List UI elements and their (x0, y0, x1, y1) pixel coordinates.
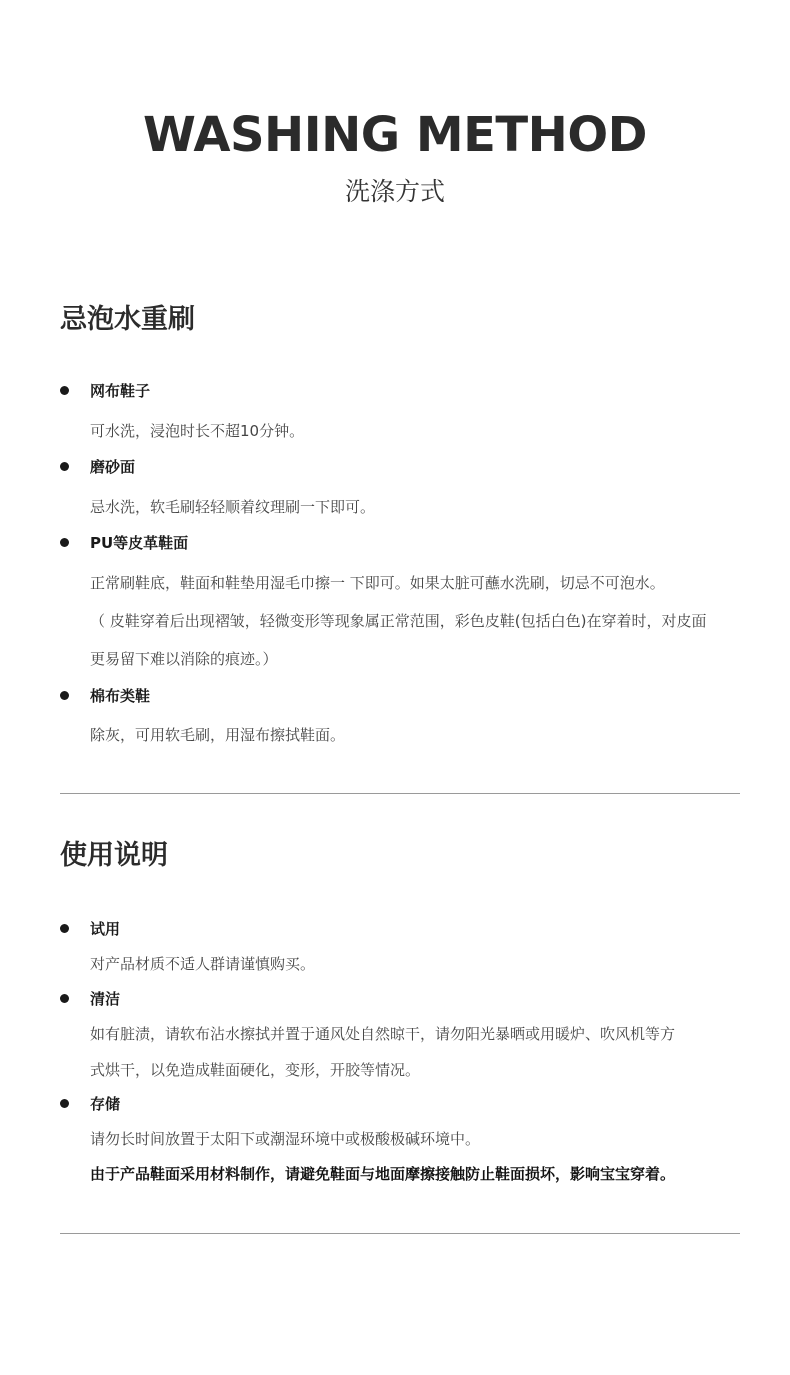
item-title: 磨砂面 (90, 458, 136, 476)
page-title: WASHING METHOD (143, 107, 647, 163)
bullet-icon (60, 538, 69, 547)
divider (60, 793, 740, 794)
item-title: 网布鞋子 (90, 382, 151, 400)
item-title: 存储 (90, 1095, 121, 1113)
item-text: 式烘干，以免造成鞋面硬化，变形，开胶等情况。 (90, 1061, 421, 1079)
item-text: 请勿长时间放置于太阳下或潮湿环境中或极酸极碱环境中。 (90, 1130, 481, 1148)
section-no-soak (60, 300, 760, 340)
item-text: 正常刷鞋底，鞋面和鞋垫用湿毛巾擦一 下即可。如果太脏可蘸水洗刷，切忌不可泡水。 (90, 574, 665, 592)
item-text: 忌水洗，软毛刷轻轻顺着纹理刷一下即可。 (90, 498, 376, 516)
item-title: PU等皮革鞋面 (90, 534, 189, 552)
item-text-emphasis: 由于产品鞋面采用材料制作，请避免鞋面与地面摩擦接触防止鞋面损坏，影响宝宝穿着。 (90, 1165, 676, 1183)
item-title: 试用 (90, 920, 121, 938)
item-title: 棉布类鞋 (90, 687, 151, 705)
page-subtitle: 洗涤方式 (344, 177, 445, 206)
item-title: 清洁 (90, 990, 121, 1008)
item-text: 对产品材质不适人群请谨慎购买。 (90, 955, 316, 973)
bullet-icon (60, 994, 69, 1003)
section-instructions (60, 836, 760, 876)
divider (60, 1233, 740, 1234)
item-text: （ 皮鞋穿着后出现褶皱，轻微变形等现象属正常范围，彩色皮鞋(包括白色)在穿着时，对皮面 (90, 612, 707, 630)
item-text: 如有脏渍，请软布沾水擦拭并置于通风处自然晾干，请勿阳光暴晒或用暖炉、吹风机等方 (90, 1025, 676, 1043)
bullet-icon (60, 1099, 69, 1108)
section-title: 使用说明 (60, 840, 168, 871)
item-text: 更易留下难以消除的痕迹。） (90, 650, 278, 668)
item-text: 可水洗，浸泡时长不超10分钟。 (90, 422, 305, 440)
section-title: 忌泡水重刷 (60, 304, 195, 335)
bullet-icon (60, 462, 69, 471)
item-text: 除灰，可用软毛刷，用湿布擦拭鞋面。 (90, 726, 346, 744)
bullet-icon (60, 924, 69, 933)
bullet-icon (60, 386, 69, 395)
bullet-icon (60, 691, 69, 700)
